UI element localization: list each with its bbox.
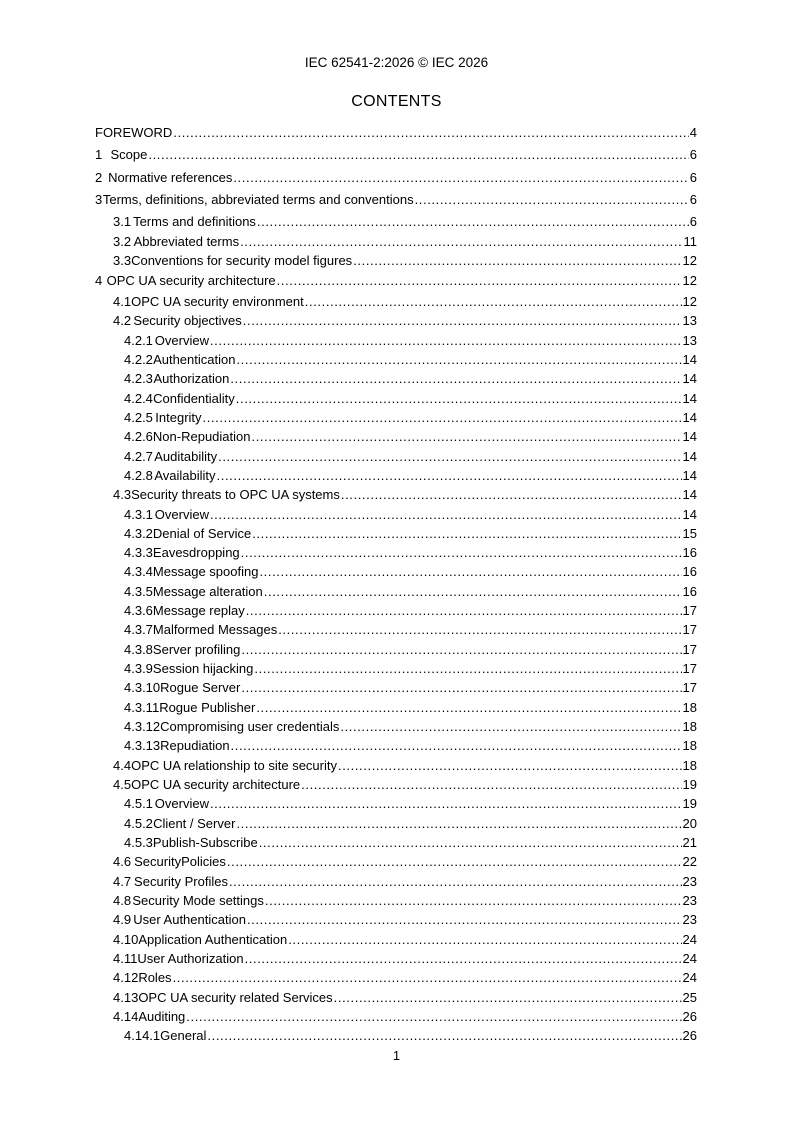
toc-entry-title: Malformed Messages: [152, 622, 278, 638]
toc-entry[interactable]: [124, 700, 697, 716]
toc-entry-page: 22: [682, 854, 697, 870]
dot-leader: [252, 429, 682, 445]
page-number: 1: [392, 1048, 401, 1063]
toc-entry-number: 4.14.1: [124, 1028, 161, 1044]
toc-entry[interactable]: [124, 545, 697, 561]
toc-entry-page: 13: [682, 332, 697, 348]
toc-entry-number: 4.5.1: [124, 796, 153, 812]
dot-leader: [236, 816, 681, 832]
toc-entry-title: Denial of Service: [152, 525, 252, 541]
toc-entry-page: 17: [682, 641, 697, 657]
toc-entry-page: 18: [682, 738, 697, 754]
toc-entry-page: 14: [682, 467, 697, 483]
toc-entry-title: Normative references: [108, 169, 233, 185]
toc-entry-number: 4.2.8: [124, 467, 153, 483]
toc-entry-page: 17: [682, 603, 697, 619]
dot-leader: [259, 564, 681, 580]
toc-entry-title: Overview: [154, 332, 209, 348]
toc-entry-number: 4.2.2: [124, 351, 153, 367]
dot-leader: [247, 912, 682, 928]
dot-leader: [240, 234, 682, 250]
toc-entry-page: 16: [682, 583, 697, 599]
toc-entry-number: 4.3.10: [124, 680, 161, 696]
toc-entry-title: Integrity: [155, 409, 202, 425]
toc-entry[interactable]: [113, 990, 697, 1006]
toc-entry-number: 4.9: [113, 912, 132, 928]
toc-entry-number: 4.2.5: [124, 409, 153, 425]
dot-leader: [173, 125, 688, 141]
toc-entry-title: Repudiation: [160, 738, 230, 754]
toc-entry[interactable]: [113, 234, 697, 250]
dot-leader: [265, 893, 682, 909]
toc-entry-page: 4: [689, 125, 697, 140]
toc-entry-title: Auditing: [138, 1008, 186, 1024]
dot-leader: [341, 487, 682, 503]
toc-entry[interactable]: [113, 970, 697, 986]
toc-entry[interactable]: [124, 429, 697, 445]
toc-entry[interactable]: [124, 449, 697, 465]
toc-entry-title: Rogue Server: [160, 680, 241, 696]
toc-entry-title: Eavesdropping: [152, 545, 240, 561]
toc-entry[interactable]: [113, 912, 697, 928]
toc-entry-title: Server profiling: [152, 641, 241, 657]
toc-entry[interactable]: [124, 1028, 697, 1044]
dot-leader: [230, 371, 681, 387]
toc-entry-number: 4.11: [113, 950, 138, 966]
toc-entry-page: 14: [682, 409, 697, 425]
toc-entry-page: 6: [689, 169, 697, 185]
toc-entry[interactable]: [124, 410, 697, 426]
toc-entry-number: 4.3.1: [124, 506, 153, 522]
toc-entry-page: 24: [682, 931, 697, 947]
toc-entry[interactable]: [95, 147, 697, 163]
toc-entry-number: 3.1: [113, 214, 132, 229]
toc-entry-title: Client / Server: [153, 815, 236, 831]
dot-leader: [254, 661, 681, 677]
toc-entry-number: 4.2: [113, 313, 132, 329]
toc-entry-number: 4.3.5: [124, 583, 153, 599]
toc-entry-number: 4.3: [113, 487, 132, 503]
toc-entry[interactable]: [95, 273, 697, 289]
toc-entry-number: 4.3.11: [124, 699, 160, 715]
toc-entry[interactable]: [124, 391, 697, 407]
toc-entry-title: OPC UA security architecture: [131, 777, 301, 792]
toc-entry-page: 26: [682, 1028, 697, 1044]
toc-entry[interactable]: [124, 738, 697, 754]
toc-entry[interactable]: [124, 333, 697, 349]
dot-leader: [241, 680, 681, 696]
toc-entry[interactable]: [124, 661, 697, 677]
toc-entry-page: 19: [682, 796, 697, 812]
toc-entry[interactable]: [124, 642, 697, 658]
toc-entry-page: 18: [682, 757, 697, 773]
toc-entry-title: Security Profiles: [134, 873, 228, 889]
toc-entry-title: User Authorization: [137, 950, 244, 966]
toc-entry-page: 14: [682, 351, 697, 367]
toc-entry-number: 4.3.4: [124, 564, 153, 580]
toc-entry[interactable]: [124, 507, 697, 523]
toc-entry-title: FOREWORD: [95, 125, 173, 140]
toc-entry-title: Overview: [154, 796, 209, 812]
toc-entry-title: User Authentication: [133, 912, 246, 928]
toc-entry[interactable]: [124, 719, 697, 735]
toc-entry-title: Availability: [154, 467, 216, 483]
toc-entry-page: 18: [682, 719, 697, 735]
toc-entry-page: 6: [689, 214, 697, 229]
toc-entry[interactable]: [95, 125, 697, 141]
dot-leader: [334, 990, 682, 1006]
toc-entry[interactable]: [95, 192, 697, 208]
toc-entry-page: 23: [682, 912, 697, 928]
dot-leader: [186, 1009, 681, 1025]
toc-entry-title: Application Authentication: [138, 931, 288, 947]
toc-entry-number: 4.2.6: [124, 429, 153, 445]
dot-leader: [243, 313, 682, 329]
toc-entry-number: 4.4: [113, 757, 132, 773]
toc-entry-number: 2: [95, 169, 103, 185]
dot-leader: [203, 410, 682, 426]
toc-entry-number: 4.3.3: [124, 545, 153, 561]
toc-entry-title: Overview: [154, 506, 209, 522]
contents-title: CONTENTS: [351, 93, 442, 110]
toc-entry-title: Conventions for security model figures: [131, 253, 353, 269]
dot-leader: [229, 874, 682, 890]
toc-entry-page: 6: [689, 147, 697, 163]
toc-entry-title: Roles: [138, 970, 172, 986]
toc-entry-page: 14: [682, 371, 697, 387]
toc-entry[interactable]: [113, 253, 697, 269]
toc-entry-title: Message alteration: [152, 583, 263, 599]
toc-entry[interactable]: [113, 294, 697, 310]
toc-entry-title: Auditability: [154, 448, 218, 464]
toc-entry[interactable]: [113, 854, 697, 870]
toc-entry-number: 4.5.3: [124, 834, 153, 850]
toc-entry[interactable]: [113, 874, 697, 890]
toc-entry[interactable]: [113, 932, 697, 948]
dot-leader: [301, 777, 681, 793]
toc-entry-page: 23: [682, 892, 697, 908]
toc-entry-page: 17: [682, 622, 697, 638]
toc-entry-number: 4.3.13: [124, 738, 161, 754]
toc-entry-title: OPC UA security environment: [131, 294, 304, 309]
toc-entry[interactable]: [113, 758, 697, 774]
toc-entry-page: 11: [683, 233, 697, 249]
dot-leader: [256, 700, 681, 716]
toc-entry[interactable]: [124, 468, 697, 484]
toc-entry-title: Terms, definitions, abbreviated terms and conventions: [102, 191, 414, 207]
toc-entry-page: 14: [682, 448, 697, 464]
toc-entry-page: 24: [682, 950, 697, 966]
toc-entry-page: 20: [682, 815, 697, 831]
dot-leader: [236, 352, 681, 368]
toc-entry-page: 14: [682, 506, 697, 522]
toc-entry-page: 14: [682, 487, 697, 503]
toc-entry-title: Authorization: [153, 371, 230, 387]
toc-entry-number: 4.3.12: [124, 719, 161, 735]
toc-entry-title: OPC UA relationship to site security: [131, 757, 337, 773]
dot-leader: [277, 273, 682, 289]
toc-entry-number: 3: [95, 191, 103, 207]
toc-entry[interactable]: [124, 835, 697, 851]
toc-entry[interactable]: [124, 796, 697, 812]
toc-entry-number: 4.2.4: [124, 390, 153, 406]
toc-entry[interactable]: [113, 214, 697, 230]
toc-entry-number: 3.2: [113, 233, 132, 249]
toc-entry-page: 18: [682, 699, 697, 715]
toc-entry-page: 25: [682, 989, 697, 1005]
toc-entry-number: 4.5.2: [124, 815, 153, 831]
toc-entry-number: 4.7: [113, 873, 132, 889]
dot-leader: [173, 970, 682, 986]
toc-entry-number: 1: [95, 147, 103, 163]
dot-leader: [245, 951, 682, 967]
dot-leader: [148, 147, 688, 163]
toc-entry-title: Confidentiality: [153, 390, 235, 406]
dot-leader: [252, 526, 681, 542]
toc-entry-title: Scope: [110, 147, 148, 163]
dot-leader: [217, 468, 682, 484]
dot-leader: [210, 507, 682, 523]
toc-entry-number: 4.5: [113, 777, 132, 792]
toc-entry[interactable]: [113, 313, 697, 329]
toc-entry-page: 13: [682, 313, 697, 329]
toc-entry[interactable]: [124, 584, 697, 600]
toc-entry[interactable]: [124, 371, 697, 387]
toc-entry-number: 4.3.2: [124, 525, 153, 541]
toc-entry-number: 4.1: [113, 294, 132, 309]
toc-entry-title: OPC UA security architecture: [106, 272, 276, 288]
toc-entry-page: 24: [682, 970, 697, 986]
toc-entry-page: 26: [682, 1008, 697, 1024]
toc-entry-number: 4.3.6: [124, 603, 153, 619]
dot-leader: [415, 192, 689, 208]
toc-entry[interactable]: [113, 487, 697, 503]
toc-entry-number: 4.8: [113, 892, 132, 908]
dot-leader: [340, 719, 681, 735]
toc-entry-title: Terms and definitions: [133, 214, 256, 229]
toc-entry-page: 16: [682, 564, 697, 580]
dot-leader: [210, 796, 682, 812]
toc-entry-page: 12: [682, 294, 697, 309]
toc-entry-title: General: [160, 1028, 207, 1044]
toc-entry[interactable]: [113, 1009, 697, 1025]
toc-entry-title: SecurityPolicies: [134, 854, 226, 870]
toc-entry-page: 17: [682, 661, 697, 677]
toc-entry[interactable]: [113, 893, 697, 909]
page-header: IEC 62541-2:2026 © IEC 2026: [304, 55, 489, 70]
toc-entry-number: 4.6: [113, 854, 132, 870]
toc-entry-number: 3.3: [113, 253, 132, 269]
toc-entry[interactable]: [124, 816, 697, 832]
toc-entry-page: 12: [682, 272, 697, 288]
dot-leader: [257, 214, 689, 230]
toc-entry-title: Non-Repudiation: [152, 429, 251, 445]
toc-entry-title: Publish-Subscribe: [152, 834, 258, 850]
toc-entry-title: Security Mode settings: [132, 892, 264, 908]
toc-entry-page: 16: [682, 545, 697, 561]
dot-leader: [246, 603, 682, 619]
dot-leader: [207, 1028, 681, 1044]
dot-leader: [305, 294, 682, 310]
dot-leader: [233, 170, 688, 186]
dot-leader: [231, 738, 682, 754]
dot-leader: [353, 253, 681, 269]
toc-entry-page: 15: [682, 525, 697, 541]
dot-leader: [227, 854, 682, 870]
toc-entry-page: 17: [682, 680, 697, 696]
dot-leader: [218, 449, 681, 465]
dot-leader: [264, 584, 682, 600]
toc-entry-page: 14: [682, 390, 697, 406]
toc-entry-page: 14: [682, 429, 697, 445]
toc-entry-page: 19: [682, 777, 697, 792]
toc-entry[interactable]: [113, 951, 697, 967]
dot-leader: [241, 642, 681, 658]
toc-entry-page: 21: [682, 834, 697, 850]
toc-entry[interactable]: [124, 352, 697, 368]
toc-entry-title: Rogue Publisher: [159, 699, 256, 715]
toc-entry-number: 4.14: [113, 1008, 139, 1024]
toc-entry-number: 4.13: [113, 989, 139, 1005]
toc-entry-number: 4.2.7: [124, 448, 153, 464]
dot-leader: [259, 835, 682, 851]
toc-entry[interactable]: [95, 170, 697, 186]
toc-entry[interactable]: [124, 622, 697, 638]
toc-entry-title: Security objectives: [133, 313, 242, 329]
toc-entry-title: OPC UA security related Services: [138, 989, 333, 1005]
toc-entry-title: Session hijacking: [152, 661, 254, 677]
dot-leader: [288, 932, 681, 948]
toc-entry-number: 4.3.7: [124, 622, 153, 638]
toc-entry-number: 4.3.8: [124, 641, 153, 657]
toc-entry-title: Message spoofing: [152, 564, 259, 580]
toc-entry-title: Compromising user credentials: [160, 719, 340, 735]
toc-entry[interactable]: [124, 603, 697, 619]
toc-entry[interactable]: [124, 680, 697, 696]
dot-leader: [241, 545, 682, 561]
toc-entry-number: 4.2.1: [124, 332, 153, 348]
dot-leader: [278, 622, 681, 638]
toc-entry-title: Security threats to OPC UA systems: [131, 487, 340, 503]
toc-entry-number: 4.2.3: [124, 371, 153, 387]
toc-entry-number: 4.10: [113, 931, 139, 947]
dot-leader: [210, 333, 682, 349]
toc-entry[interactable]: [124, 526, 697, 542]
toc-entry-number: 4: [95, 272, 103, 288]
toc-entry-number: 4.12: [113, 970, 139, 986]
toc-entry-page: 6: [689, 191, 697, 207]
toc-entry-title: Authentication: [153, 351, 236, 367]
toc-entry-title: Abbreviated terms: [133, 233, 240, 249]
dot-leader: [236, 391, 682, 407]
toc-entry-title: Message replay: [152, 603, 245, 619]
toc-entry[interactable]: [113, 777, 697, 793]
toc-entry-number: 4.3.9: [124, 661, 153, 677]
toc-entry[interactable]: [124, 564, 697, 580]
toc-entry-page: 23: [682, 873, 697, 889]
toc-entry-page: 12: [682, 253, 697, 269]
dot-leader: [338, 758, 682, 774]
